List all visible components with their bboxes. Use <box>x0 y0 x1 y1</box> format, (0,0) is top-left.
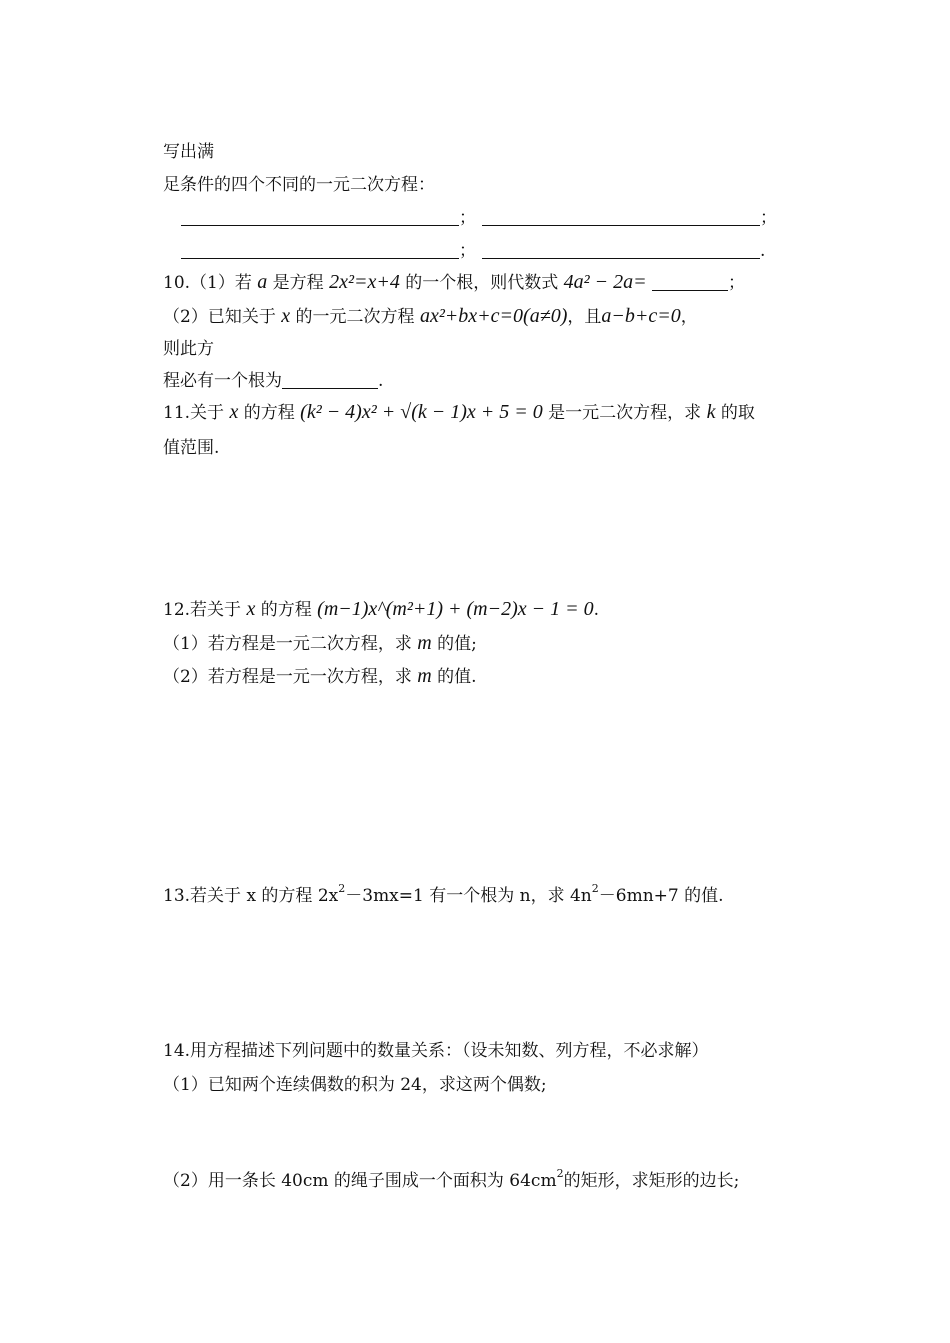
q10-p1-equation: 2x²=x+4 <box>329 271 400 293</box>
end-mark: . <box>760 241 766 261</box>
q14-part2 <box>163 1169 739 1193</box>
q10-p2-line3-end: . <box>378 371 384 391</box>
q10-answer-blank-1[interactable] <box>652 272 728 291</box>
q11-equation: (k² − 4)x² + √(k − 1)x + 5 = 0 <box>300 401 543 423</box>
q11-var: x <box>229 401 239 423</box>
q12-p1-end: 的值; <box>437 634 477 654</box>
q10-p1-var: a <box>257 271 268 293</box>
q13-text-b: －3mx=1 有一个根为 n，求 4n <box>345 886 592 906</box>
answer-blank-1[interactable] <box>181 207 459 226</box>
q10-p2-cond-prefix: ，且 <box>567 307 602 327</box>
q11-line1 <box>163 400 755 425</box>
q12-part2 <box>163 664 477 689</box>
separator: ； <box>459 241 476 261</box>
q10-p2-var: x <box>281 305 291 327</box>
q12-line1 <box>163 597 599 622</box>
q11-mid: 的方程 <box>243 403 295 423</box>
separator: ； <box>760 208 777 228</box>
blank-row-1 <box>181 206 777 230</box>
q11-tail: 是一元二次方程，求 <box>548 403 702 423</box>
q13-line <box>163 884 724 908</box>
q14-title: 14.用方程描述下列问题中的数量关系：（设未知数、列方程，不必求解） <box>163 1041 709 1061</box>
q10-p2-end: ， <box>680 307 698 327</box>
q10-p2-mid: 的一元二次方程 <box>295 307 415 327</box>
q10-answer-blank-2[interactable] <box>282 370 378 389</box>
q10-p2-line3 <box>163 369 383 393</box>
q10-p1-expression: 4a² − 2a= <box>563 271 647 293</box>
q13-text-a: 13.若关于 x 的方程 2x <box>163 886 339 906</box>
q12-part1 <box>163 631 477 656</box>
q13-text-c: －6mn+7 的值. <box>598 886 724 906</box>
q12-prefix: 12.若关于 <box>163 600 242 620</box>
answer-blank-4[interactable] <box>482 240 760 259</box>
answer-blank-2[interactable] <box>482 207 760 226</box>
q10-p2-equation: ax²+bx+c=0(a≠0) <box>419 305 568 327</box>
q10-part2 <box>163 304 698 329</box>
q12-p2-end: 的值. <box>437 667 477 687</box>
q14-part1: （1）已知两个连续偶数的积为 24，求这两个偶数; <box>163 1075 547 1095</box>
q11-var2: k <box>706 401 716 423</box>
q11-prefix: 11.关于 <box>163 403 225 423</box>
q12-equation: (m−1)x^(m²+1) + (m−2)x − 1 = 0 <box>317 598 594 620</box>
separator: ； <box>459 208 476 228</box>
q11-line2: 值范围. <box>163 438 220 458</box>
q10-part1 <box>163 270 745 295</box>
q10-p2-line3-text: 程必有一个根为 <box>163 371 282 391</box>
answer-blank-3[interactable] <box>181 240 459 259</box>
q12-p1-prefix: （1）若方程是一元二次方程，求 <box>163 634 412 654</box>
q10-p1-tail: 的一个根，则代数式 <box>405 273 559 293</box>
q14-p2-sup: 2 <box>556 1167 564 1180</box>
q14-p2-text-b: 的矩形，求矩形的边长; <box>563 1171 740 1191</box>
q14-p2-text-a: （2）用一条长 40cm 的绳子围成一个面积为 64cm <box>163 1171 557 1191</box>
q10-p2-prefix: （2）已知关于 <box>163 307 276 327</box>
q10-p2-condition: a−b+c=0 <box>601 305 681 327</box>
q12-p1-var: m <box>417 632 432 654</box>
q12-end: . <box>593 600 600 620</box>
q13-sup-1: 2 <box>338 882 346 895</box>
q13-sup-2: 2 <box>591 882 599 895</box>
q10-p1-prefix: 10.（1）若 <box>163 273 252 293</box>
q12-p2-prefix: （2）若方程是一元一次方程，求 <box>163 667 412 687</box>
q12-p2-var: m <box>417 665 432 687</box>
q10-p1-end: ； <box>728 273 746 293</box>
intro-line-2: 足条件的四个不同的一元二次方程： <box>163 175 435 195</box>
q12-var: x <box>246 598 256 620</box>
intro-line-1: 写出满 <box>163 142 214 162</box>
q10-p2-line2: 则此方 <box>163 339 214 359</box>
q12-mid: 的方程 <box>260 600 312 620</box>
q10-p1-mid: 是方程 <box>272 273 324 293</box>
q11-tail2: 的取 <box>720 403 755 423</box>
blank-row-2 <box>181 239 765 263</box>
